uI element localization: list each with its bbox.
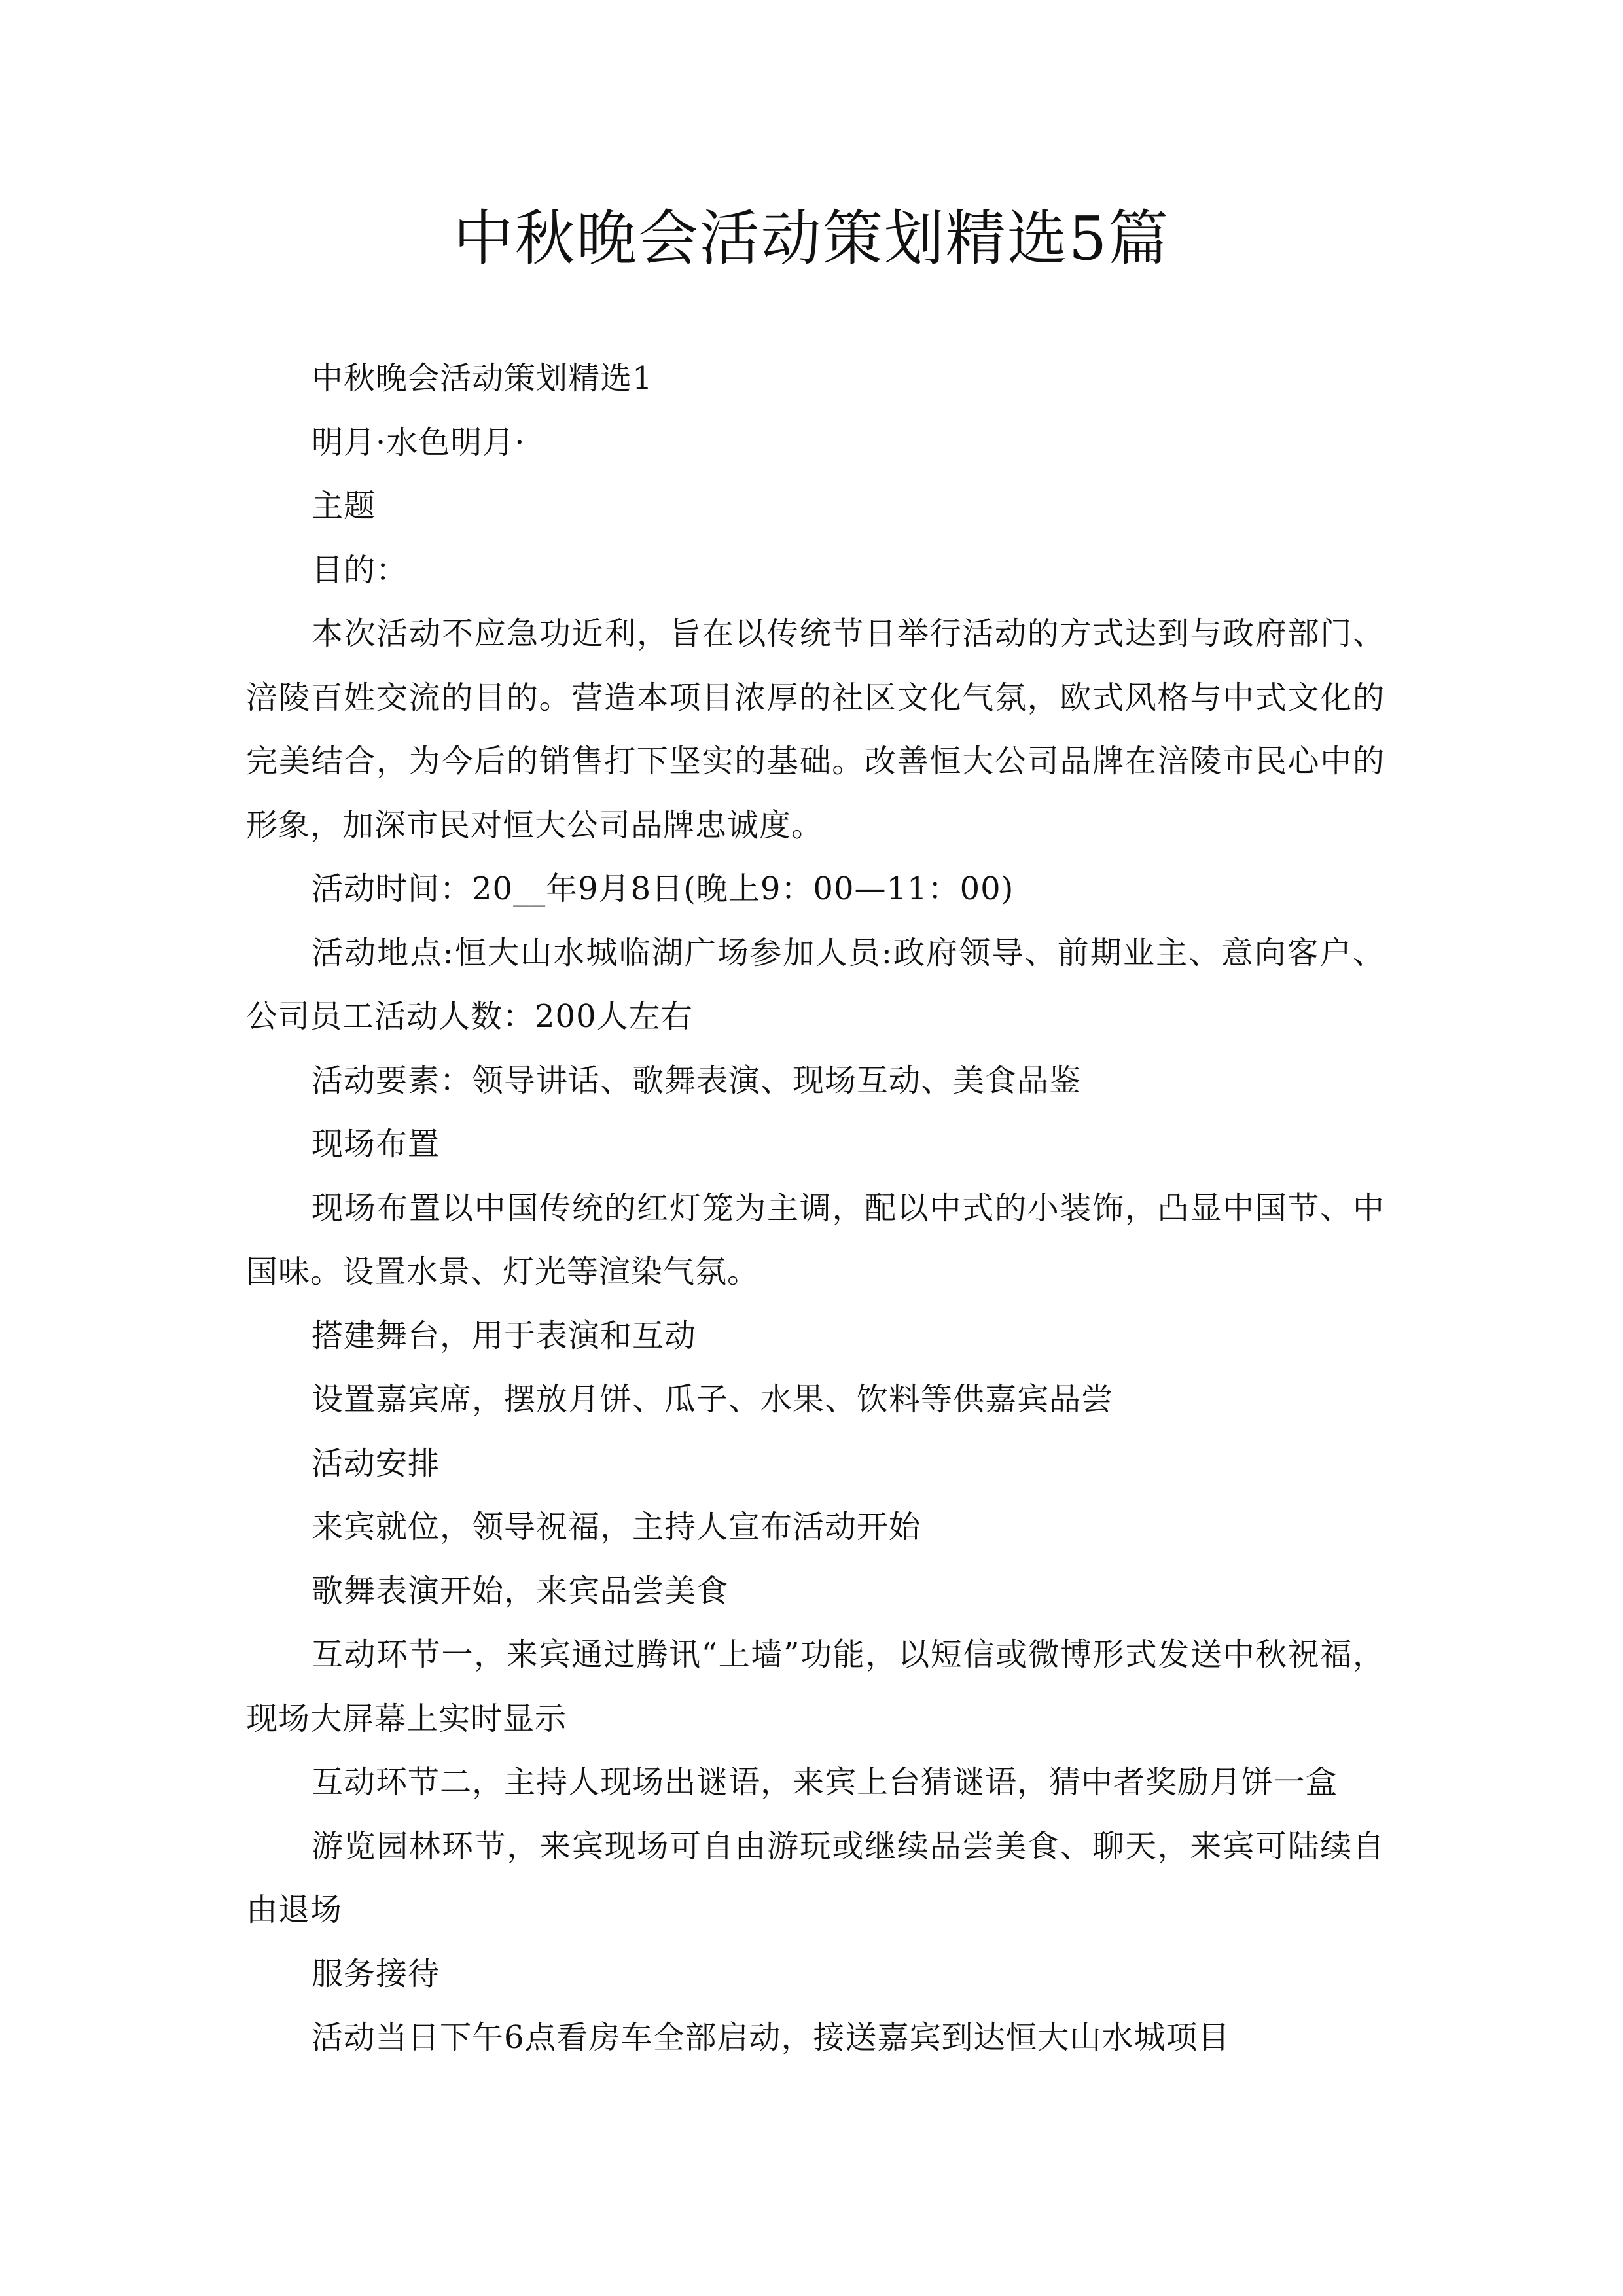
schedule-item: 游览园林环节，来宾现场可自由游玩或继续品尝美食、聊天，来宾可陆续自由退场 <box>246 1827 1385 1928</box>
theme-name: 明月·水色明月· <box>312 423 526 461</box>
label-schedule: 活动安排 <box>312 1444 440 1482</box>
label-theme: 主题 <box>312 488 376 524</box>
event-location-participants: 活动地点:恒大山水城临湖广场参加人员:政府领导、前期业主、意向客户、公司员工活动人数：200人左右 <box>246 934 1385 1035</box>
stage-item: 搭建舞台，用于表演和互动 <box>312 1317 697 1354</box>
guest-seating-item: 设置嘉宾席，摆放月饼、瓜子、水果、饮料等供嘉宾品尝 <box>312 1381 1114 1418</box>
venue-setup-paragraph: 现场布置以中国传统的红灯笼为主调，配以中式的小装饰，凸显中国节、中国味。设置水景、灯光等渲染气氛。 <box>246 1189 1385 1290</box>
schedule-item: 歌舞表演开始，来宾品尝美食 <box>312 1572 729 1609</box>
reception-paragraph: 活动当日下午6点看房车全部启动，接送嘉宾到达恒大山水城项目 <box>312 2019 1230 2056</box>
label-venue-setup: 现场布置 <box>312 1126 440 1162</box>
section-heading: 中秋晚会活动策划精选1 <box>312 360 653 397</box>
schedule-item: 来宾就位，领导祝福，主持人宣布活动开始 <box>312 1509 921 1545</box>
event-elements: 活动要素：领导讲话、歌舞表演、现场互动、美食品鉴 <box>312 1062 1082 1099</box>
event-time: 活动时间：20__年9月8日(晚上9：00—11：00) <box>312 870 1014 907</box>
label-purpose: 目的： <box>312 551 408 588</box>
document-body <box>246 347 1385 2070</box>
schedule-item: 互动环节一，来宾通过腾讯“上墙”功能，以短信或微博形式发送中秋祝福，现场大屏幕上实时显示 <box>246 1636 1385 1737</box>
purpose-paragraph: 本次活动不应急功近利，旨在以传统节日举行活动的方式达到与政府部门、涪陵百姓交流的目的。营造本项目浓厚的社区文化气氛，欧式风格与中式文化的完美结合，为今后的销售打下坚实的基础。改善恒大公司品牌在涪陵市民心中的形象，加深市民对恒大公司品牌忠诚度。 <box>246 615 1385 844</box>
document-title: 中秋晚会活动策划精选5篇 <box>453 204 1170 274</box>
label-reception: 服务接待 <box>312 1955 440 1992</box>
schedule-item: 互动环节二，主持人现场出谜语，来宾上台猜谜语，猜中者奖励月饼一盒 <box>312 1764 1338 1801</box>
